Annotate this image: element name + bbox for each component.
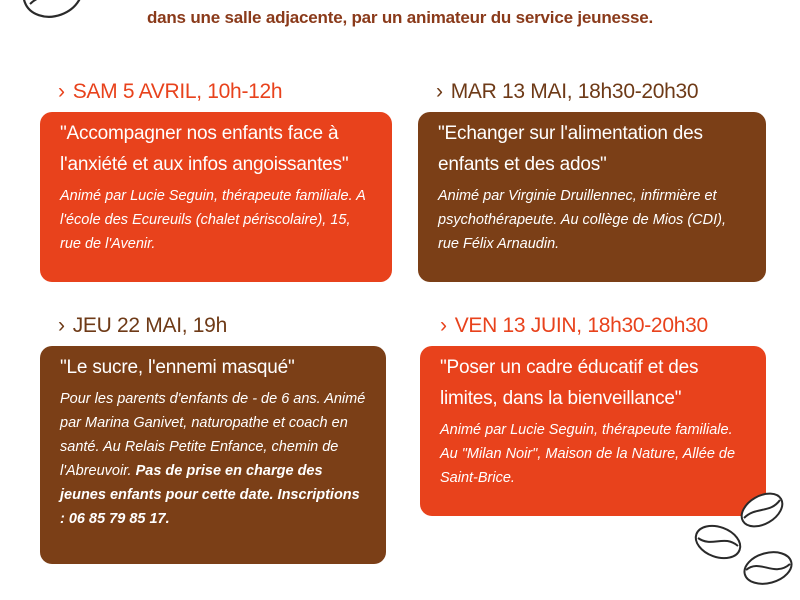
event-date-3: [58, 314, 227, 338]
event-card-2: [418, 112, 766, 282]
chevron-right-icon: ›: [436, 80, 443, 103]
event-description: Animé par Lucie Seguin, thérapeute familiale. A l'école des Ecureuils (chalet périscolaire), 15, rue de l'Avenir.: [60, 188, 366, 252]
event-date-label: MAR 13 MAI, 18h30-20h30: [450, 80, 699, 103]
event-date-label: JEU 22 MAI, 19h: [72, 314, 227, 337]
event-date-label: SAM 5 AVRIL, 10h-12h: [72, 80, 283, 103]
event-date-1: [58, 80, 282, 104]
event-notice: Pas de prise en charge des jeunes enfants pour cette date. Inscriptions : 06 85 79 85 17.: [60, 463, 360, 527]
chevron-right-icon: ›: [58, 314, 65, 337]
event-title: "Le sucre, l'ennemi masqué": [60, 357, 295, 378]
chevron-right-icon: ›: [440, 314, 447, 337]
chevron-right-icon: ›: [58, 80, 65, 103]
event-description: Animé par Virginie Druillennec, infirmière et psychothérapeute. Au collège de Mios (CDI), rue Félix Arnaudin.: [438, 188, 726, 252]
event-card-3: [40, 346, 386, 564]
event-description: Animé par Lucie Seguin, thérapeute familiale. Au "Milan Noir", Maison de la Nature, Allée de Saint-Brice.: [440, 422, 736, 486]
event-date-4: [440, 314, 708, 338]
event-description: [60, 387, 368, 531]
event-date-2: [436, 80, 698, 104]
intro-text: dans une salle adjacente, par un animateur du service jeunesse.: [146, 8, 654, 27]
event-title: "Accompagner nos enfants face à l'anxiété et aux infos angoissantes": [60, 123, 349, 175]
event-date-label: VEN 13 JUIN, 18h30-20h30: [454, 314, 708, 337]
coffee-beans-icon: [676, 486, 800, 600]
event-title: "Poser un cadre éducatif et des limites, dans la bienveillance": [440, 357, 699, 409]
event-card-1: [40, 112, 392, 282]
event-description-text: Pour les parents d'enfants de - de 6 ans. Animé par Marina Ganivet, naturopathe et coach en santé. Au Relais Petite Enfance, chemin de l'Abreuvoir.: [60, 391, 366, 479]
event-title: "Echanger sur l'alimentation des enfants et des ados": [438, 123, 703, 175]
